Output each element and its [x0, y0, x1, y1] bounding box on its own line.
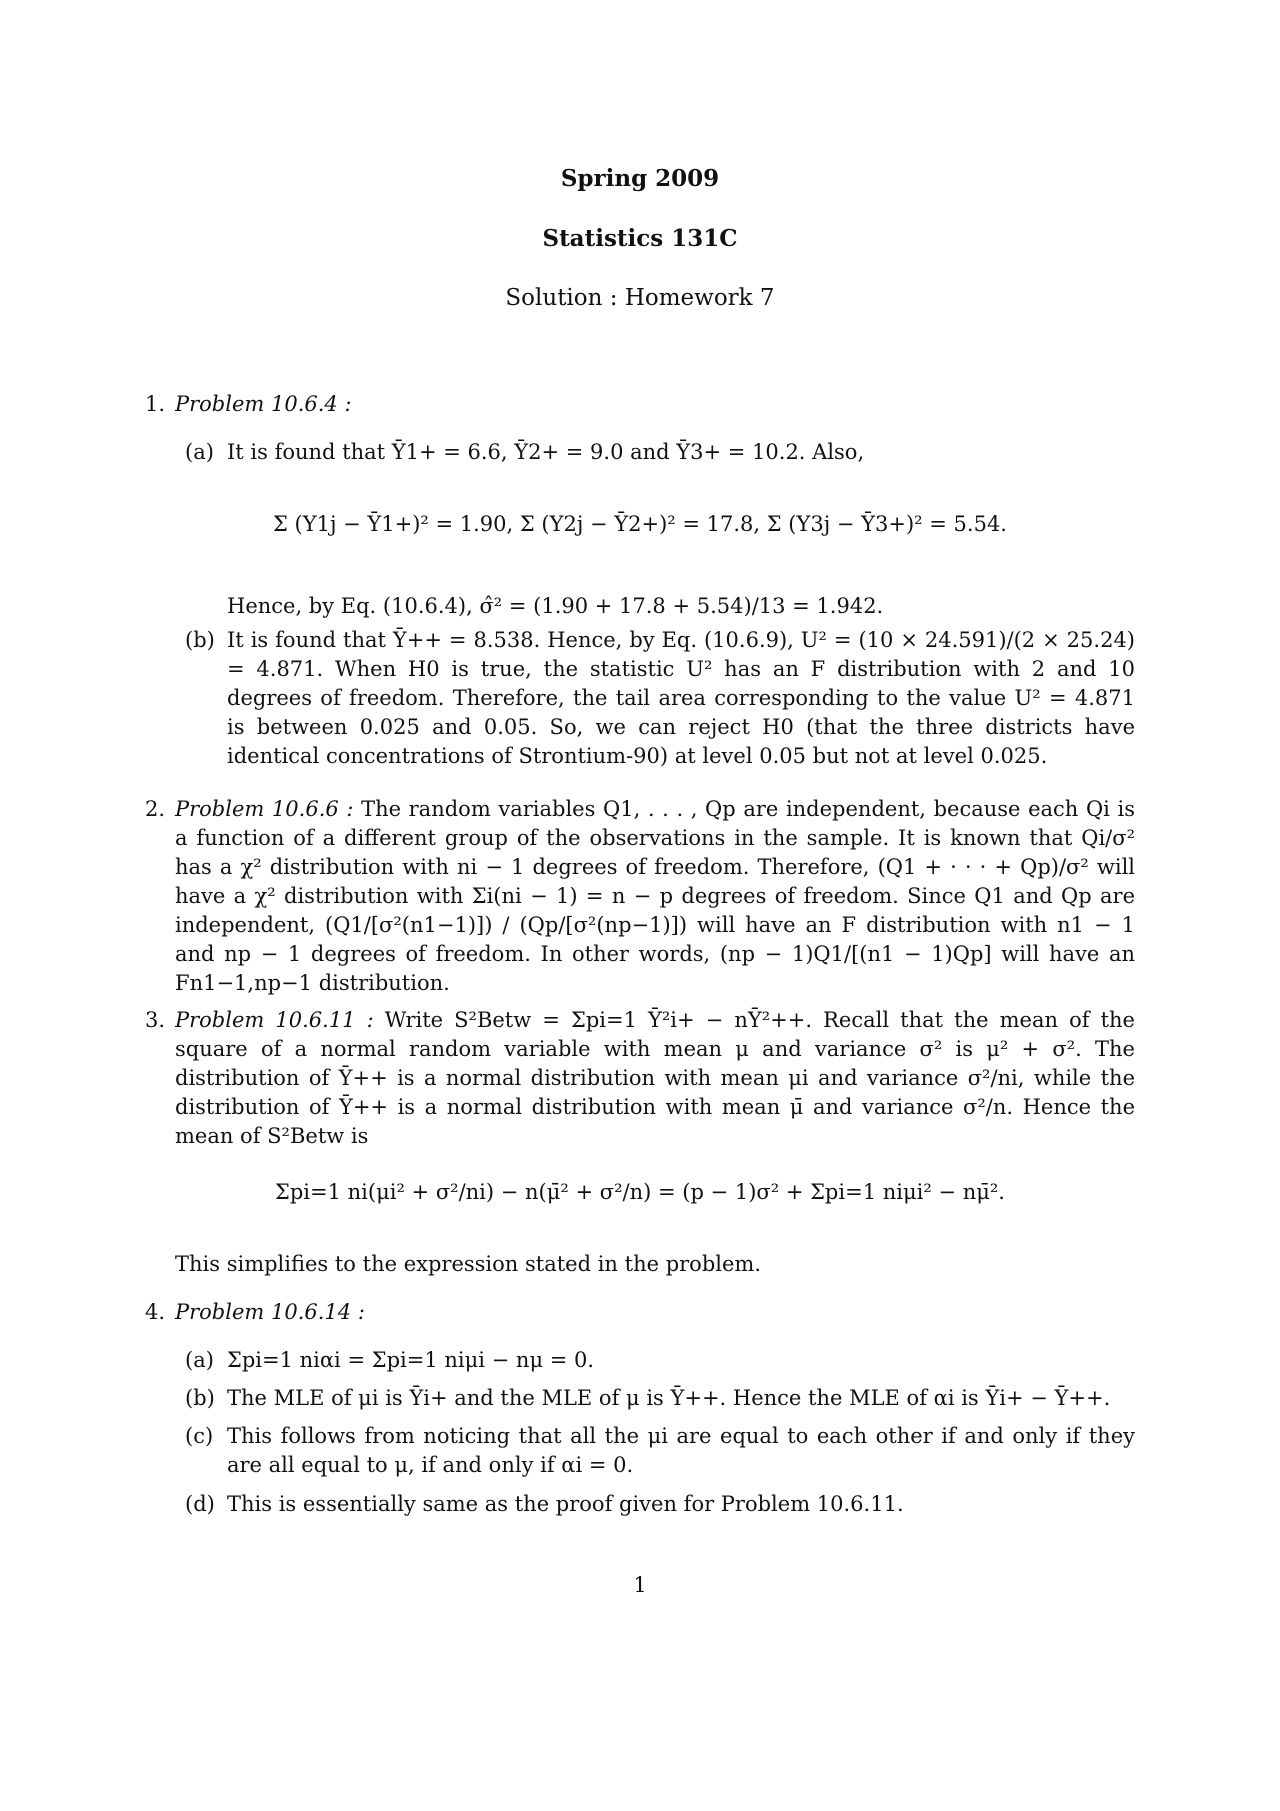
- problem-1a-text: It is found that Ȳ1+ = 6.6, Ȳ2+ = 9.0 and Ȳ3+ = 10.2. Also,: [227, 440, 865, 464]
- problem-1a: [185, 438, 1135, 467]
- page-number: 1: [633, 1573, 647, 1597]
- problem-1-number: 1.: [145, 392, 166, 416]
- problem-4d-text: This is essentially same as the proof given for Problem 10.6.11.: [227, 1492, 904, 1516]
- problem-4c-label: (c): [185, 1424, 214, 1448]
- problem-3-after-text: This simplifies to the expression stated in the problem.: [175, 1252, 761, 1276]
- problem-3-title: Problem 10.6.11 :: [175, 1008, 374, 1032]
- problem-2-text: The random variables Q1, . . . , Qp are independent, because each Qi is a function of a different group of the observations in the sample. It is known that Qi/σ² has a χ² distribution with ni − 1 degrees of freedom. Therefore, (Q1 + · · · + Qp)/σ² will have a χ² distribution with Σi(ni − 1) = n − p degrees of freedom. Since Q1 and Qp are independent, (Q1/[σ²(n1−1)]) / (Qp/[σ²(np−1)]) will have an F distribution with n1 − 1 and np − 1 degrees of freedom. In other words, (np − 1)Q1/[(n1 − 1)Qp] will have an Fn1−1,np−1 distribution.: [175, 797, 1135, 995]
- problem-4-number: 4.: [145, 1300, 166, 1324]
- term-heading: Spring 2009: [560, 165, 720, 192]
- problem-3: [145, 1006, 1135, 1151]
- problem-4-heading: [145, 1298, 1135, 1327]
- problem-2-number: 2.: [145, 797, 166, 821]
- problem-4d-label: (d): [185, 1492, 215, 1516]
- problem-2-title: Problem 10.6.6 :: [175, 797, 354, 821]
- problem-3-after: [145, 1250, 1135, 1279]
- course-heading: Statistics 131C: [542, 225, 738, 252]
- problem-2: [145, 795, 1135, 998]
- problem-1-heading: [145, 390, 1135, 419]
- problem-1b-label: (b): [185, 628, 215, 652]
- problem-1b-text: It is found that Ȳ++ = 8.538. Hence, by Eq. (10.6.9), U² = (10 × 24.591)/(2 × 25.24) = 4.871. When H0 is true, the statistic U² has an F distribution with 2 and 10 degrees of freedom. Therefore, the tail area corresponding to the value U² = 4.871 is between 0.025 and 0.05. So, we can reject H0 (that the three districts have identical concentrations of Strontium-90) at level 0.05 but not at level 0.025.: [227, 628, 1135, 768]
- problem-4c: [185, 1422, 1135, 1480]
- problem-4b-text: The MLE of μi is Ȳi+ and the MLE of μ is Ȳ++. Hence the MLE of αi is Ȳi+ − Ȳ++.: [227, 1386, 1111, 1410]
- problem-1a-after: [185, 592, 1135, 621]
- problem-3-body: [145, 1006, 1135, 1151]
- problem-4-title: Problem 10.6.14 :: [175, 1300, 365, 1324]
- problem-4a-text: Σpi=1 niαi = Σpi=1 niμi − nμ = 0.: [227, 1348, 595, 1372]
- subtitle-heading: Solution : Homework 7: [505, 285, 775, 311]
- problem-1-title: Problem 10.6.4 :: [175, 392, 352, 416]
- problem-3-number: 3.: [145, 1008, 166, 1032]
- problem-1a-equation: Σ (Y1j − Ȳ1+)² = 1.90, Σ (Y2j − Ȳ2+)² = 17.8, Σ (Y3j − Ȳ3+)² = 5.54.: [273, 512, 1007, 536]
- problem-3-text: Write S²Betw = Σpi=1 Ȳ²i+ − nȲ²++. Recall that the mean of the square of a normal random variable with mean μ and variance σ² is μ² + σ². The distribution of Ȳ++ is a normal distribution with mean μi and variance σ²/ni, while the distribution of Ȳ++ is a normal distribution with mean μ̄ and variance σ²/n. Hence the mean of S²Betw is: [175, 1008, 1135, 1148]
- problem-4c-text: This follows from noticing that all the μi are equal to each other if and only if they are all equal to μ, if and only if αi = 0.: [227, 1424, 1135, 1477]
- problem-4a: [185, 1346, 1135, 1375]
- problem-3-equation: Σpi=1 ni(μi² + σ²/ni) − n(μ̄² + σ²/n) = (p − 1)σ² + Σpi=1 niμi² − nμ̄².: [275, 1180, 1005, 1204]
- problem-2-body: [145, 795, 1135, 998]
- problem-1a-after-text: Hence, by Eq. (10.6.4), σ̂² = (1.90 + 17.8 + 5.54)/13 = 1.942.: [227, 594, 884, 618]
- problem-1b: [185, 626, 1135, 771]
- problem-4b-label: (b): [185, 1386, 215, 1410]
- problem-4b: [185, 1384, 1135, 1413]
- problem-4a-label: (a): [185, 1348, 214, 1372]
- problem-4d: [185, 1490, 1135, 1519]
- problem-1a-label: (a): [185, 440, 214, 464]
